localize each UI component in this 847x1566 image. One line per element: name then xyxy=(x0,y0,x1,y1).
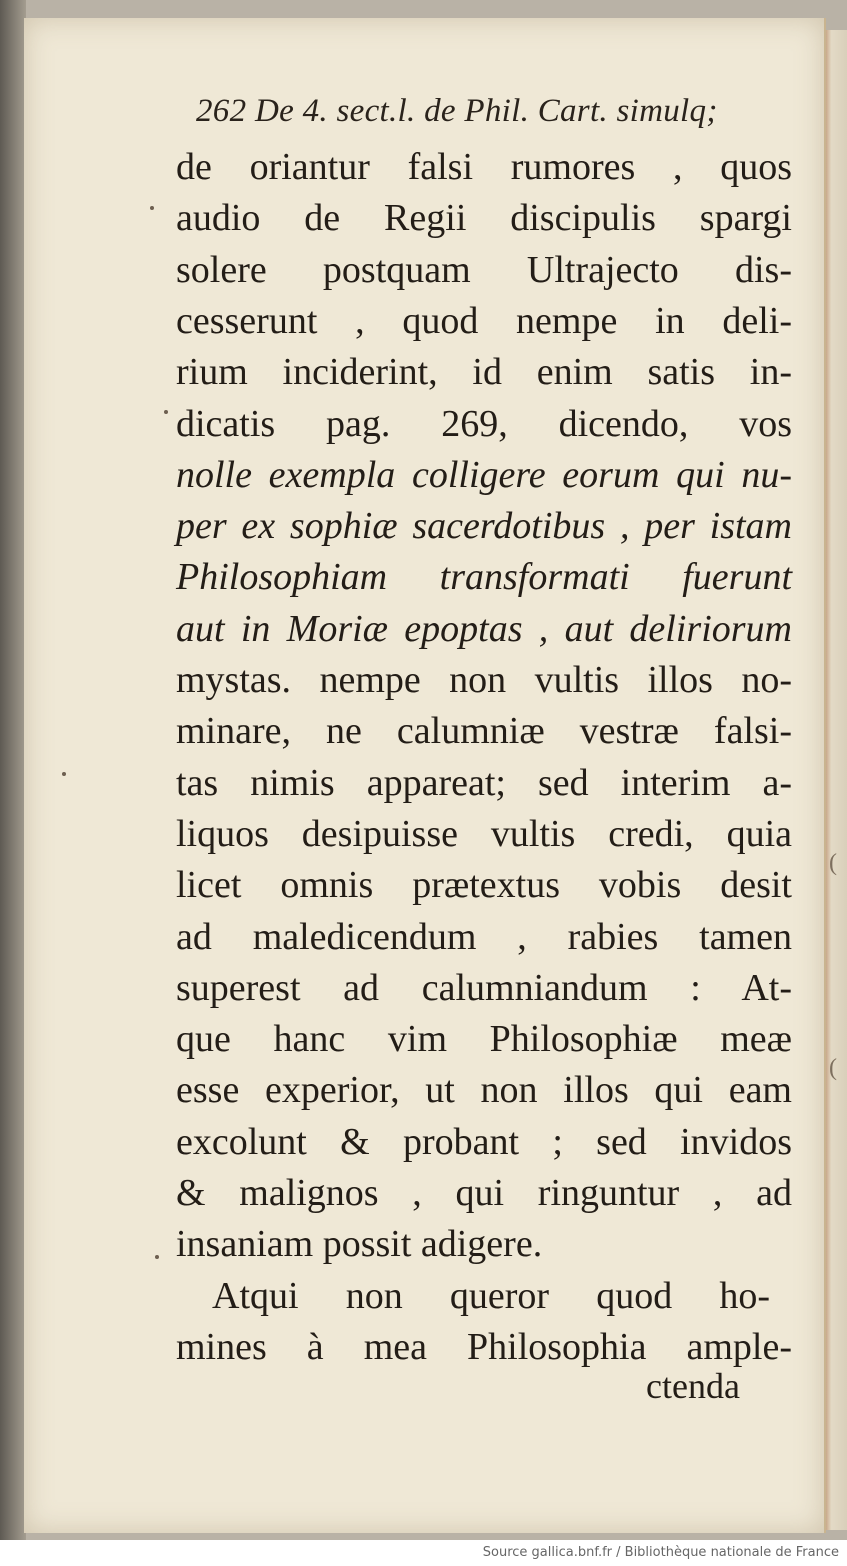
text-line: per ex sophiæ sacerdotibus , per istam xyxy=(176,505,792,547)
text-line: ad maledicendum , rabies tamen xyxy=(176,916,792,958)
catchword: ctenda xyxy=(646,1366,740,1406)
text-line: excolunt & probant ; sed invidos xyxy=(176,1121,792,1163)
text-line: liquos desipuisse vultis credi, quia xyxy=(176,813,792,855)
text-line: esse experior, ut non illos qui eam xyxy=(176,1069,792,1111)
text-line: & malignos , qui ringuntur , ad xyxy=(176,1172,792,1214)
text-line: superest ad calumniandum : At- xyxy=(176,967,792,1009)
text-line: nolle exempla colligere eorum qui nu- xyxy=(176,454,792,496)
text-line: aut in Moriæ epoptas , aut deliriorum xyxy=(176,608,792,650)
text-line: rium inciderint, id enim satis in- xyxy=(176,351,792,393)
book-gutter xyxy=(0,0,26,1540)
ink-speck xyxy=(155,1255,159,1259)
text-line: cesserunt , quod nempe in deli- xyxy=(176,300,792,342)
text-line: Philosophiam transformati fuerunt xyxy=(176,556,792,598)
adjacent-page-fragment: ( xyxy=(829,1055,837,1081)
running-header: 262 De 4. sect.l. de Phil. Cart. simulq; xyxy=(196,93,718,129)
text-line: licet omnis prætextus vobis desit xyxy=(176,864,792,906)
source-footer xyxy=(0,1540,847,1566)
text-line: dicatis pag. 269, dicendo, vos xyxy=(176,403,792,445)
text-line: solere postquam Ultrajecto dis- xyxy=(176,249,792,291)
text-line: mystas. nempe non vultis illos no- xyxy=(176,659,792,701)
text-line: de oriantur falsi rumores , quos xyxy=(176,146,792,188)
ink-speck xyxy=(150,206,154,210)
text-line: insaniam possit adigere. xyxy=(176,1223,543,1265)
ink-speck xyxy=(62,772,66,776)
adjacent-page-fragment: ( xyxy=(829,850,837,876)
source-attribution: Source gallica.bnf.fr / Bibliothèque nationale de France xyxy=(482,1545,839,1560)
text-line: que hanc vim Philosophiæ meæ xyxy=(176,1018,792,1060)
ink-speck xyxy=(164,410,168,414)
text-line: Atqui non queror quod ho- xyxy=(212,1275,770,1317)
text-line: tas nimis appareat; sed interim a- xyxy=(176,762,792,804)
text-line: audio de Regii discipulis spargi xyxy=(176,197,792,239)
text-line: minare, ne calumniæ vestræ falsi- xyxy=(176,710,792,752)
text-line: mines à mea Philosophia ample- xyxy=(176,1326,792,1368)
